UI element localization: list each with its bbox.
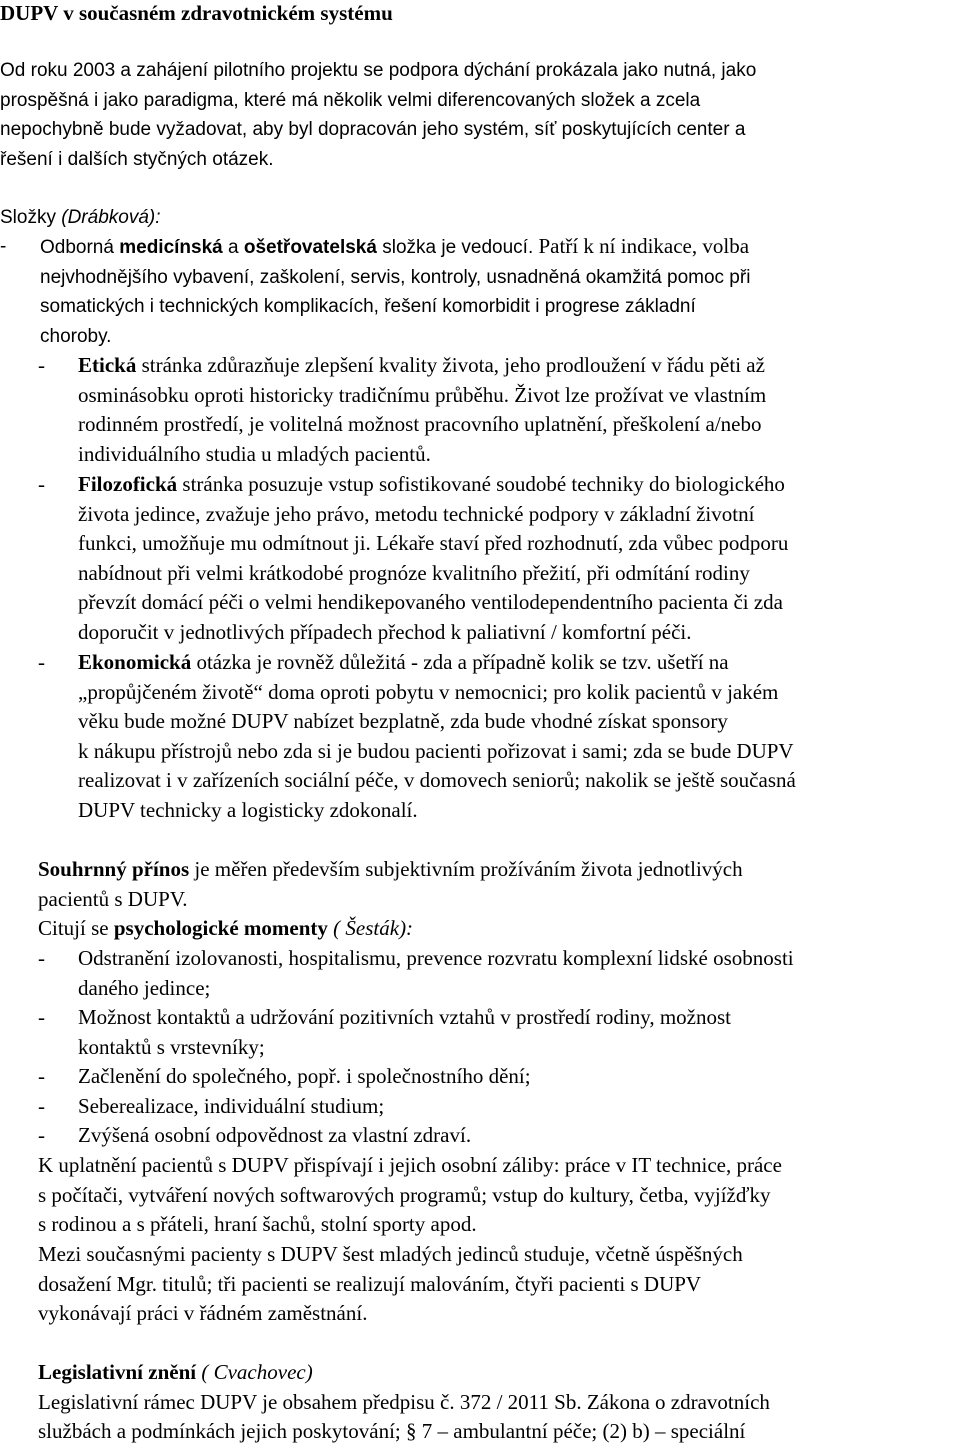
medical-bold: medicínská xyxy=(119,237,223,258)
economic-line-3: věku bude možné DUPV nabízet bezplatně, zda bude vhodné získat sponsory xyxy=(78,709,728,734)
medical-text: Odborná xyxy=(40,237,120,258)
bullet-dash: - xyxy=(38,353,45,377)
nursing-bold: ošetřovatelská xyxy=(243,237,377,258)
philosophical-line-5: převzít domácí péči o velmi hendikepovaného ventilodependentního pacienta či zda xyxy=(78,590,783,615)
patients-paragraph xyxy=(38,1240,960,1329)
legislation-heading: Legislativní znění xyxy=(38,1360,197,1384)
hobbies-paragraph xyxy=(38,1151,960,1240)
ethical-line-2b: Život lze prožívat ve vlastním xyxy=(509,382,767,407)
components-heading xyxy=(0,203,960,233)
bullet-dash: - xyxy=(38,472,45,496)
summary-line-2: pacientů s DUPV. xyxy=(38,886,188,911)
psych-item-1 xyxy=(0,944,960,1003)
summary-bold: Souhrnný přínos xyxy=(38,857,190,881)
psych-item-2-line-1: Možnost kontaktů a udržování pozitivních vztahů v prostředí rodiny, možnost xyxy=(78,1005,732,1029)
psych-item-1-line-2: daného jedince; xyxy=(78,975,211,1000)
philosophical-line-6: doporučit v jednotlivých případech přechod k paliativní / komfortní péči. xyxy=(78,619,692,644)
psych-item-4-line-1: Seberealizace, individuální studium; xyxy=(78,1094,385,1118)
bullet-dash: - xyxy=(38,1005,45,1029)
intro-line-4: řešení i dalších styčných otázek. xyxy=(0,148,274,170)
hobbies-line-1: K uplatnění pacientů s DUPV přispívají i jejich osobní záliby: práce v IT technice, práce xyxy=(38,1153,782,1177)
economic-bold: Ekonomická xyxy=(78,650,192,674)
bullet-dash: - xyxy=(38,1123,45,1147)
bullet-dash: - xyxy=(38,1064,45,1088)
bullet-economic xyxy=(0,648,960,826)
summary-line-1: je měřen především subjektivním prožíváním života jednotlivých xyxy=(189,857,743,881)
intro-paragraph xyxy=(0,56,960,174)
medical-line-4: choroby. xyxy=(40,325,112,347)
cite-bold: psychologické momenty xyxy=(113,916,328,941)
hobbies-line-3: s rodinou a s přáteli, hraní šachů, stolní sporty apod. xyxy=(38,1212,477,1237)
page-title: DUPV v současném zdravotnickém systému xyxy=(0,1,393,25)
bullet-dash: - xyxy=(38,1094,45,1118)
ethical-bold: Etická xyxy=(78,353,137,377)
patients-line-3: vykonávají práci v řádném zaměstnání. xyxy=(38,1301,368,1326)
economic-line-4: k nákupu přístrojů nebo zda si je budou pacienti pořizovat i sami; zda se bude DUPV xyxy=(78,738,794,763)
psych-item-1-line-1: Odstranění izolovanosti, hospitalismu, prevence rozvratu komplexní lidské osobnosti xyxy=(78,946,794,970)
legislation-source: ( Cvachovec) xyxy=(196,1360,313,1384)
economic-line-5: realizovat i v zařízeních sociální péče, v domovech seniorů; nakolik se ještě současná xyxy=(78,768,796,793)
philosophical-line-4: nabídnout při velmi krátkodobé prognóze kvalitního přežití, při odmítání rodiny xyxy=(78,560,750,585)
psych-item-5-line-1: Zvýšená osobní odpovědnost za vlastní zdraví. xyxy=(78,1123,472,1147)
medical-text-lead: složka je vedoucí. xyxy=(376,237,534,258)
bullet-philosophical xyxy=(0,470,960,648)
medical-text-serif: Patří k ní indikace, volba xyxy=(533,234,750,258)
economic-line-1: otázka je rovněž důležitá - zda a případně kolik se tzv. xyxy=(191,650,652,674)
bullet-dash: - xyxy=(38,650,45,674)
bullet-dash: - xyxy=(0,236,7,257)
patients-line-2: dosažení Mgr. titulů; tři pacienti se realizují malováním, čtyři pacienti s DUPV xyxy=(38,1271,702,1296)
psych-item-3 xyxy=(0,1062,960,1092)
medical-text-and: a xyxy=(222,237,244,258)
ethical-line-3: rodinném prostředí, je volitelná možnost pracovního uplatnění, přeškolení a/nebo xyxy=(78,412,762,437)
philosophical-line-3b: Lékaře staví před rozhodnutí, zda vůbec podporu xyxy=(370,531,789,556)
ethical-line-4: individuálního studia u mladých pacientů. xyxy=(78,441,431,466)
components-heading-label: Složky xyxy=(0,207,56,228)
legislation-line-2: službách a podmínkách jejich poskytování; § 7 – ambulantní péče; (2) b) – speciální xyxy=(38,1419,746,1444)
philosophical-line-1: stránka posuzuje vstup sofistikované soudobé techniky do biologického xyxy=(177,472,785,496)
components-source: (Drábková): xyxy=(61,207,161,228)
medical-line-2: nejvhodnějšího vybavení, zaškolení, servis, kontroly, usnadněná okamžitá pomoc při xyxy=(40,266,751,288)
bullet-ethical xyxy=(0,351,960,469)
economic-line-1b: ušetří na xyxy=(651,650,729,674)
psych-item-4 xyxy=(0,1092,960,1122)
bullet-dash: - xyxy=(38,946,45,970)
bullet-medical xyxy=(0,232,960,351)
economic-line-6: DUPV technicky a logisticky zdokonalí. xyxy=(78,797,418,822)
psych-item-3-line-1: Začlenění do společného, popř. i společnostního dění; xyxy=(78,1064,531,1088)
intro-line-3: nepochybně bude vyžadovat, aby byl dopracován jeho systém, síť poskytujících center a xyxy=(0,119,746,140)
legislation-line-1: Legislativní rámec DUPV je obsahem předpisu č. 372 / 2011 Sb. Zákona o zdravotních xyxy=(38,1389,770,1414)
hobbies-line-2: s počítači, vytváření nových softwarových programů; vstup do kultury, četba, vyjížďky xyxy=(38,1182,771,1207)
philosophical-line-3: funkci, umožňuje mu odmítnout ji. xyxy=(78,531,371,556)
psych-item-5 xyxy=(0,1121,960,1151)
cite-text: Citují se xyxy=(38,916,114,941)
intro-line-2: prospěšná i jako paradigma, které má několik velmi diferencovaných složek a zcela xyxy=(0,89,701,111)
summary-paragraph xyxy=(38,855,960,944)
intro-line-1: Od roku 2003 a zahájení pilotního projektu se podpora dýchání prokázala jako nutná, jako xyxy=(0,60,757,81)
medical-line-3: somatických i technických komplikacích, řešení komorbidit i progrese základní xyxy=(40,296,696,317)
philosophical-bold: Filozofická xyxy=(78,472,178,496)
patients-line-1: Mezi současnými pacienty s DUPV šest mladých jedinců studuje, včetně úspěšných xyxy=(38,1242,743,1266)
legislation-section xyxy=(38,1358,960,1447)
ethical-line-1: stránka zdůrazňuje zlepšení kvality života, jeho prodloužení v řádu pěti až xyxy=(136,353,765,377)
ethical-line-2: osminásobku oproti historicky tradičnímu průběhu. xyxy=(78,382,510,407)
psych-item-2 xyxy=(0,1003,960,1062)
psych-item-2-line-2: kontaktů s vrstevníky; xyxy=(78,1034,265,1059)
economic-line-2: „propůjčeném životě“ doma oproti pobytu v nemocnici; pro kolik pacientů v jakém xyxy=(78,679,779,704)
philosophical-line-2: života jedince, zvažuje jeho právo, metodu technické podpory v základní životní xyxy=(78,501,755,526)
cite-source: ( Šesták): xyxy=(327,916,414,941)
